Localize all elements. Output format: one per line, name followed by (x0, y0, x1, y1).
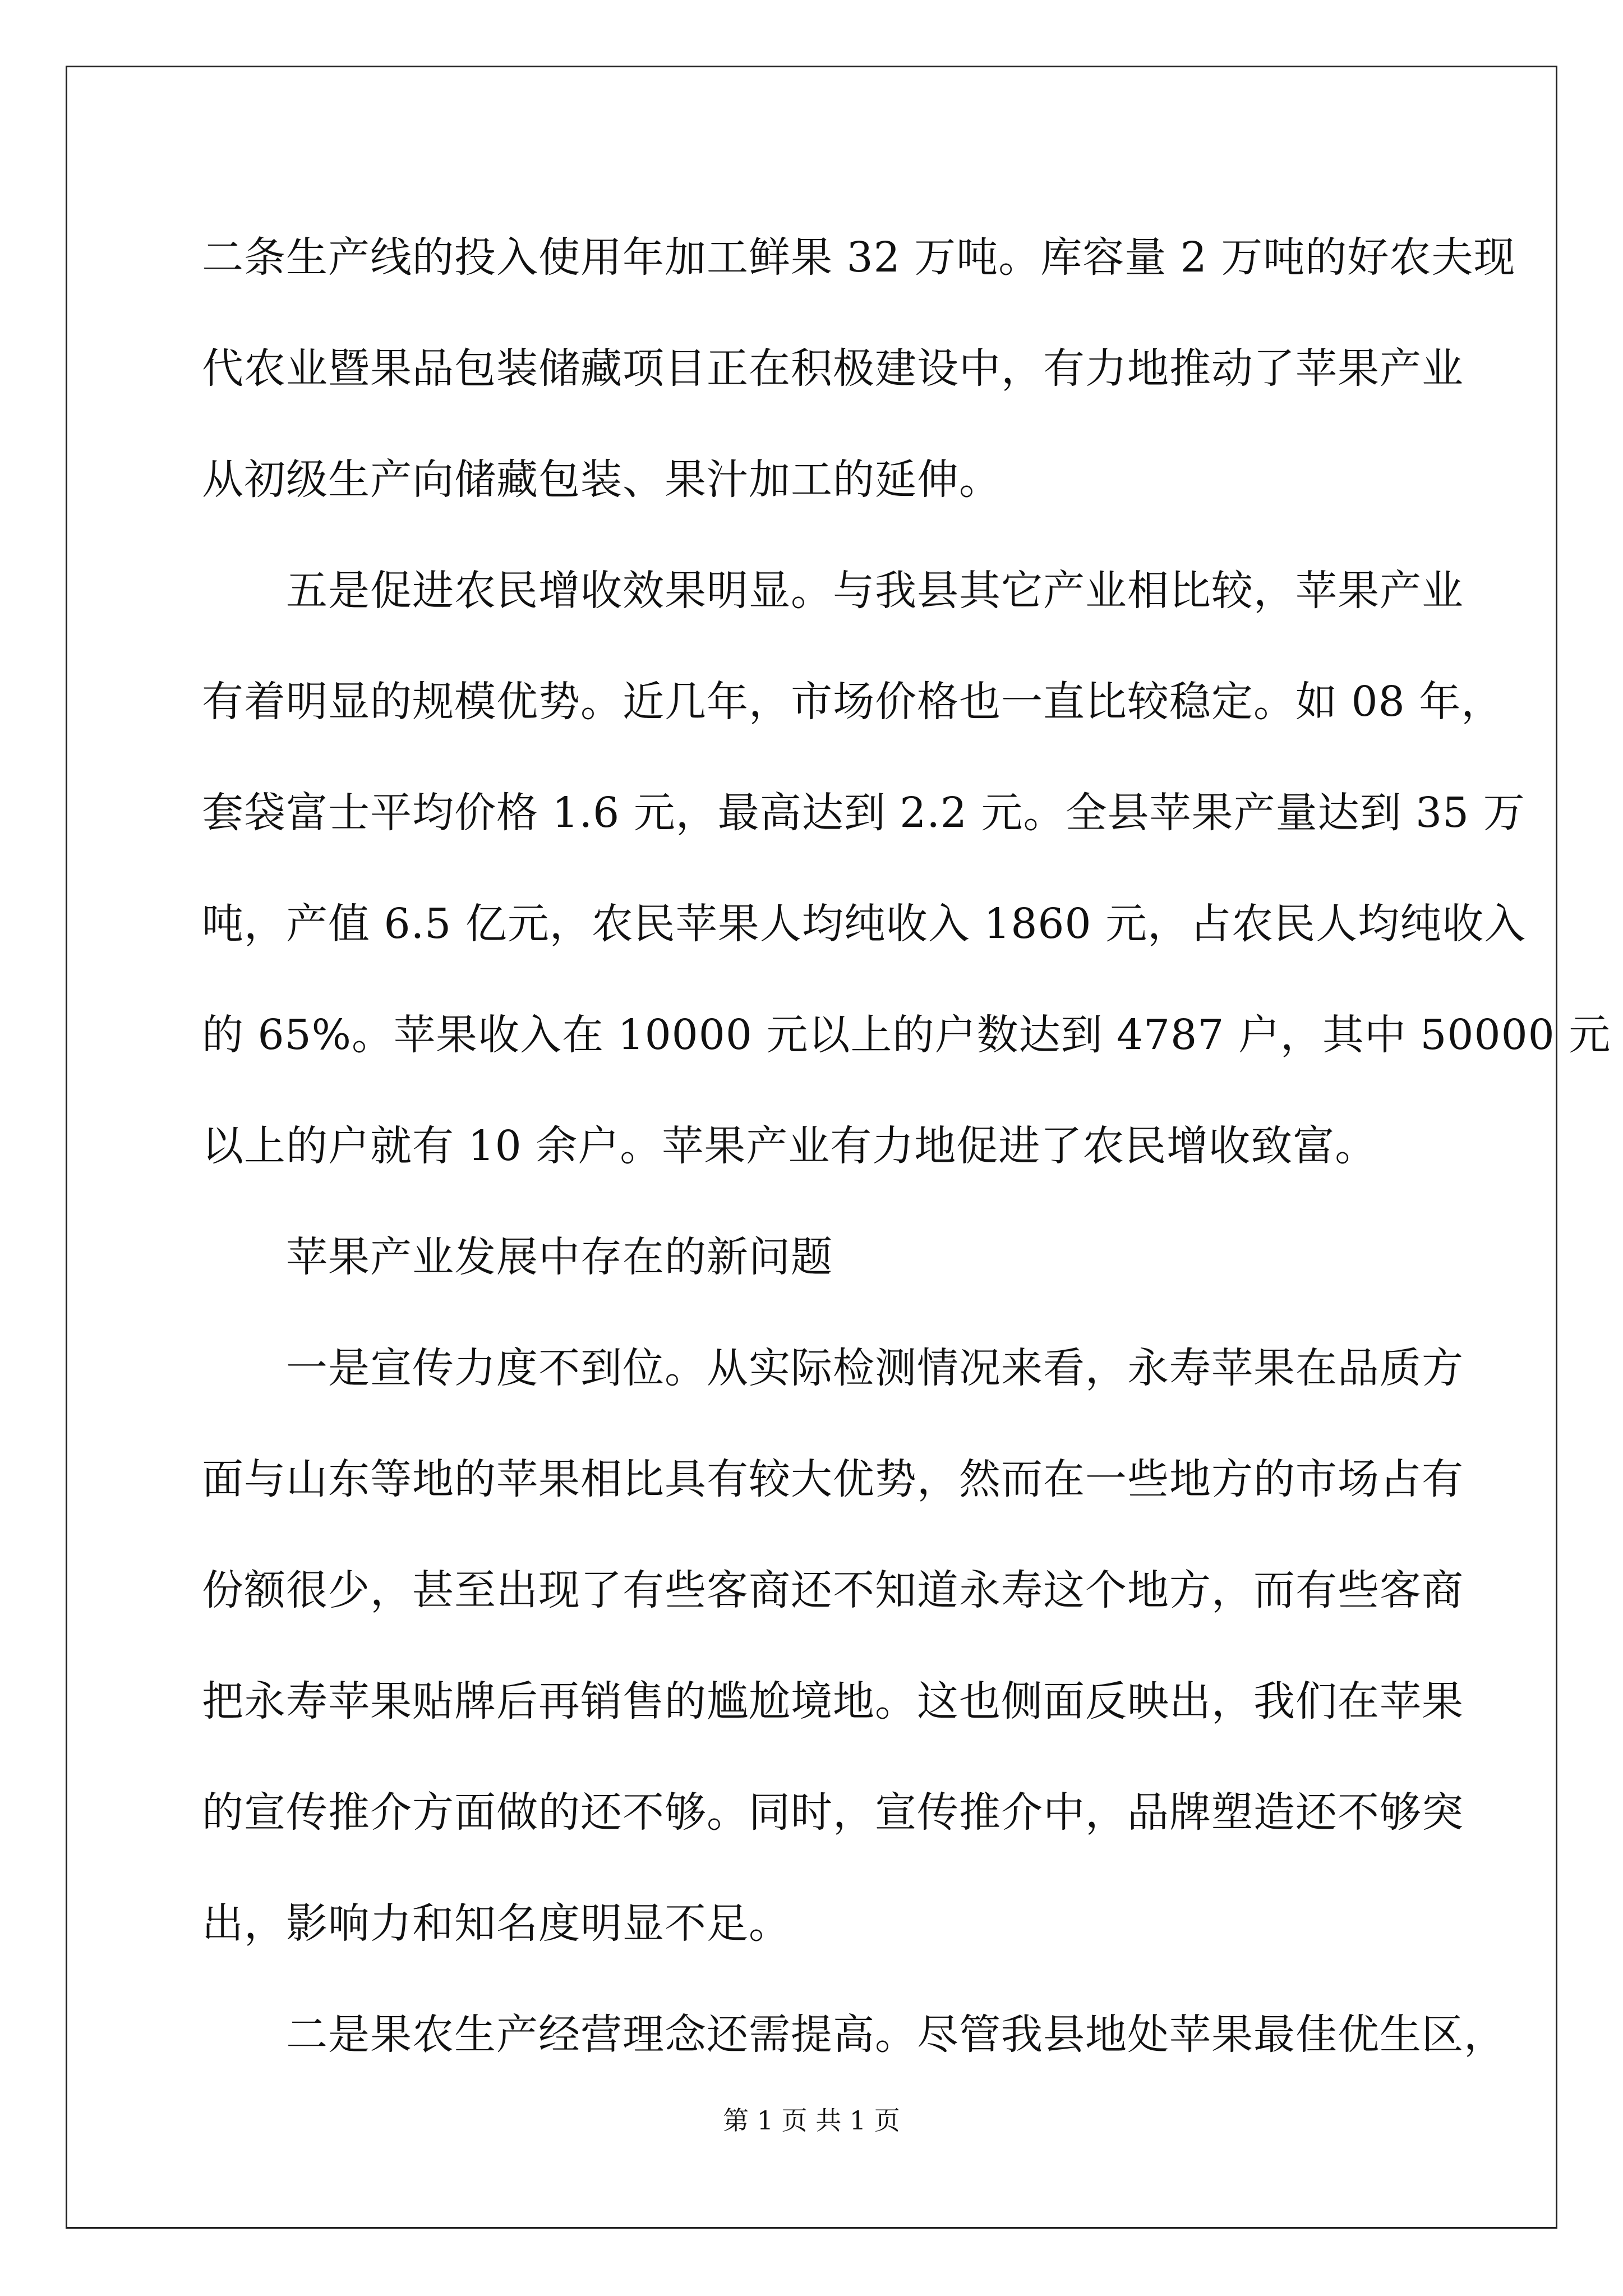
text-line: 以上的户就有 10 余户。苹果产业有力地促进了农民增收致富。 (202, 1122, 1377, 1170)
text-line: 有着明显的规模优势。近几年，市场价格也一直比较稳定。如 08 年， (202, 678, 1504, 726)
page-number-footer: 第 1 页 共 1 页 (723, 2105, 900, 2136)
text-line: 份额很少，甚至出现了有些客商还不知道永寿这个地方，而有些客商 (202, 1566, 1464, 1614)
text-line: 苹果产业发展中存在的新问题 (286, 1233, 833, 1281)
text-line: 五是促进农民增收效果明显。与我县其它产业相比较，苹果产业 (286, 567, 1464, 615)
text-line: 把永寿苹果贴牌后再销售的尴尬境地。这也侧面反映出，我们在苹果 (202, 1677, 1464, 1726)
text-line: 的宣传推介方面做的还不够。同时，宣传推介中，品牌塑造还不够突 (202, 1788, 1464, 1837)
text-line: 套袋富士平均价格 1.6 元，最高达到 2.2 元。全县苹果产量达到 35 万 (202, 789, 1525, 837)
text-line: 二条生产线的投入使用年加工鲜果 32 万吨。库容量 2 万吨的好农夫现 (202, 233, 1516, 282)
text-line: 一是宣传力度不到位。从实际检测情况来看，永寿苹果在品质方 (286, 1344, 1464, 1392)
text-line: 出，影响力和知名度明显不足。 (202, 1899, 791, 1948)
text-line: 吨，产值 6.5 亿元，农民苹果人均纯收入 1860 元，占农民人均纯收入 (202, 900, 1527, 948)
text-line: 代农业暨果品包装储藏项目正在积极建设中，有力地推动了苹果产业 (202, 344, 1464, 393)
text-line: 从初级生产向储藏包装、果汁加工的延伸。 (202, 455, 1001, 504)
text-line: 二是果农生产经营理念还需提高。尽管我县地处苹果最佳优生区， (286, 2010, 1506, 2059)
text-line: 的 65%。苹果收入在 10000 元以上的户数达到 4787 户，其中 50000 元 (202, 1011, 1611, 1059)
document-body (202, 202, 1611, 2090)
text-line: 面与山东等地的苹果相比具有较大优势，然而在一些地方的市场占有 (202, 1455, 1464, 1503)
